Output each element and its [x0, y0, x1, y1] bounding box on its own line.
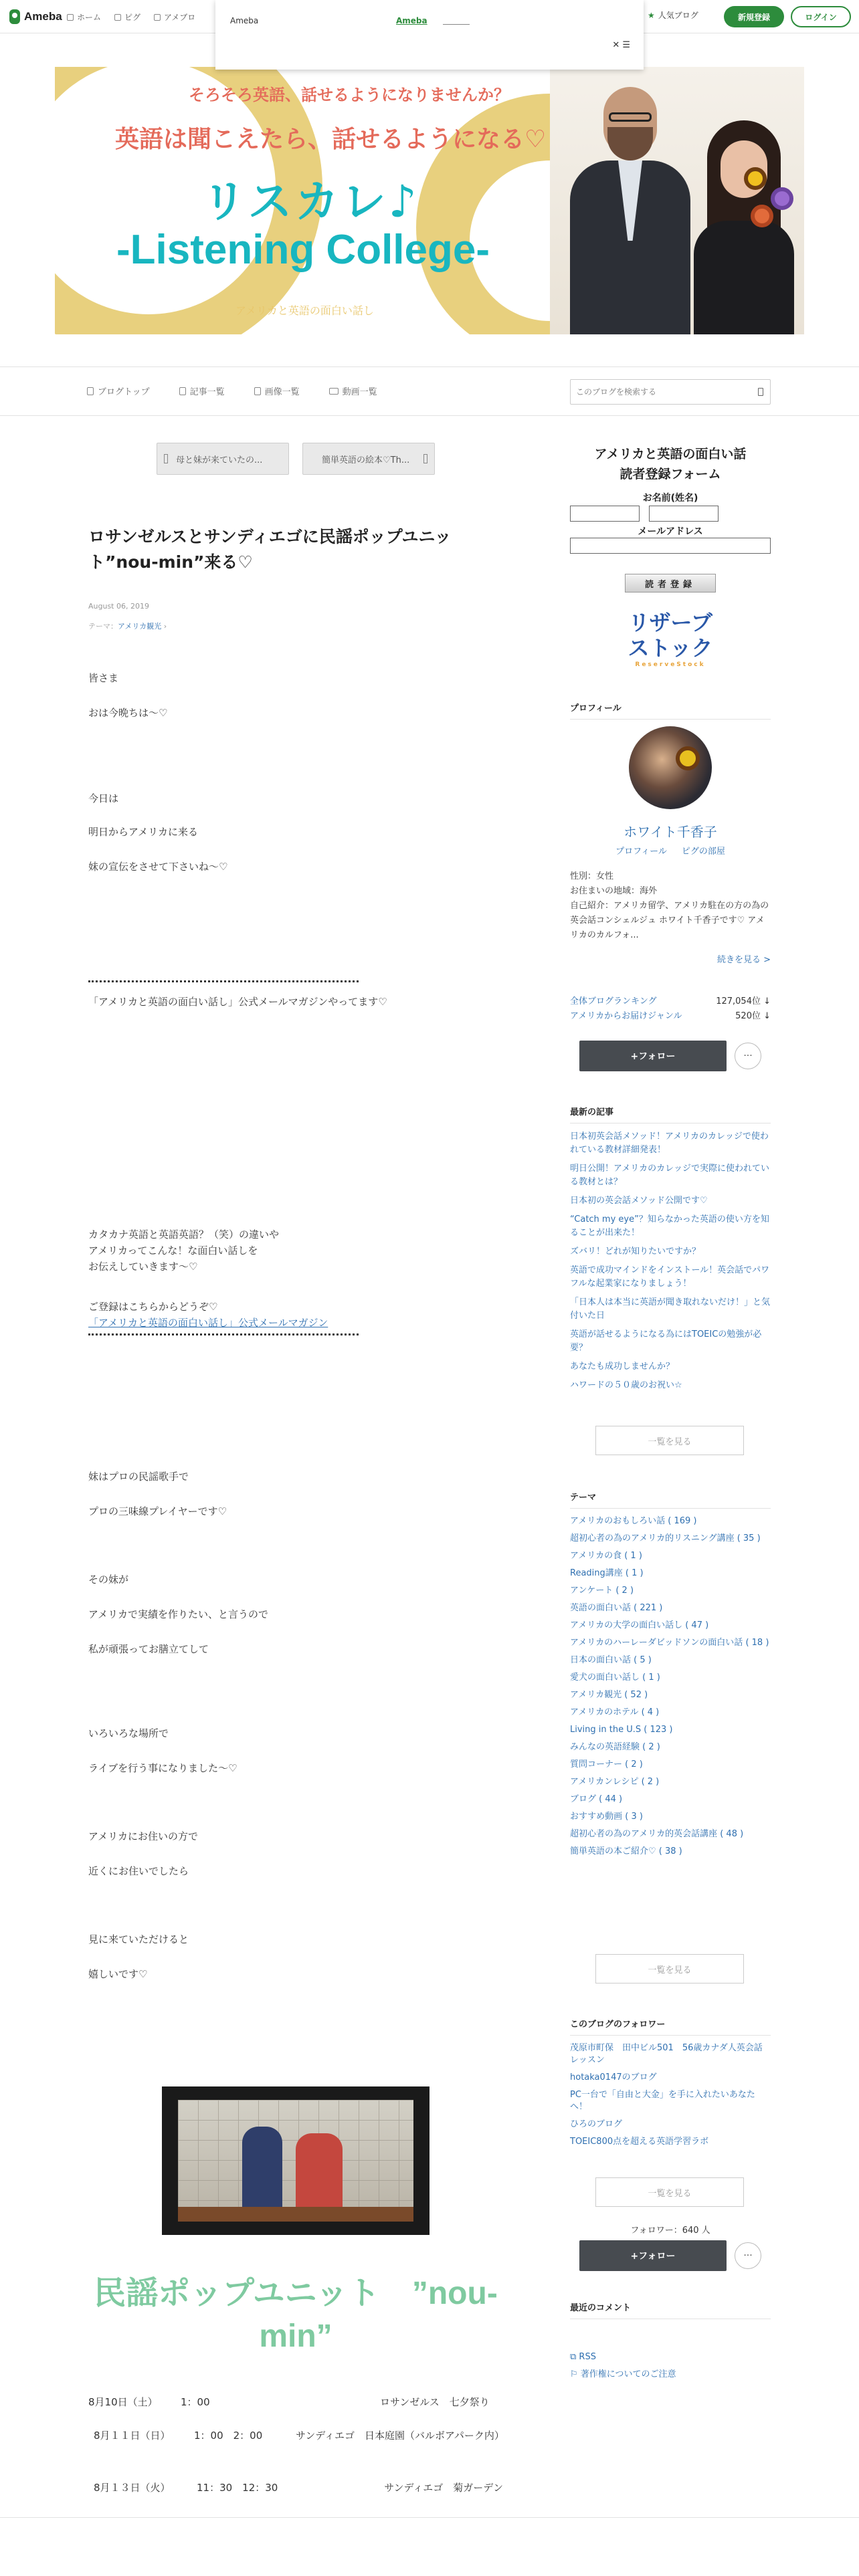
blog-header-banner[interactable] [55, 67, 804, 334]
copyright-icon: ⚐ [570, 2369, 581, 2379]
crown-icon: ★ [648, 10, 655, 20]
schedule-row [88, 2428, 503, 2444]
theme-link[interactable]: アメリカンレシピ ( 2 ) [570, 1777, 660, 1787]
schedule-row [88, 2394, 503, 2410]
nav-home[interactable] [67, 11, 101, 23]
theme-link[interactable]: 愛犬の面白い話し ( 1 ) [570, 1673, 660, 1683]
header-title-english: -Listening College- [116, 227, 490, 273]
flower-bouquet [744, 167, 804, 247]
theme-link[interactable]: アメリカのホテル ( 4 ) [570, 1707, 660, 1717]
recent-comments-heading: 最近のコメント [570, 2300, 771, 2319]
dropdown-ameba-link[interactable]: Ameba [396, 16, 427, 25]
rank-row [570, 1008, 771, 1021]
nav-entry-list[interactable] [179, 385, 225, 397]
nav-pigg[interactable] [114, 11, 140, 23]
article-paragraph: ライブを行う事になりました〜♡ [88, 1762, 237, 1774]
recent-article-link[interactable]: “Catch my eye”？知らなかった英語の使い方を知ることが出来た！ [570, 1214, 769, 1238]
mailmag-link-wrap [88, 1315, 503, 1331]
header-tagline: 英語は聞こえたら、話せるようになる♡ [115, 126, 547, 153]
dotted-divider [88, 980, 359, 983]
follower-count: フォロワー：640 人 [630, 2226, 710, 2236]
theme-link[interactable]: Living in the U.S ( 123 ) [570, 1725, 673, 1735]
man-beard [607, 127, 653, 160]
article-theme: テーマ：アメリカ観光 › [88, 622, 167, 631]
nav-entry-list-label: 記事一覧 [189, 387, 225, 397]
followers-list-more-button[interactable]: 一覧を見る [595, 2177, 744, 2207]
profile-link[interactable]: プロフィール [615, 847, 667, 857]
article-paragraph: 今日は [88, 792, 119, 804]
image-icon [254, 387, 261, 395]
nav-blog-top[interactable] [87, 385, 150, 397]
recent-article-link[interactable]: 英語で成功マインドをインストール！英会話でパワフルな起業家になりましょう！ [570, 1265, 770, 1289]
login-button[interactable]: ログイン [791, 6, 851, 27]
followers-list [570, 2042, 771, 2153]
sunflower-icon [676, 746, 700, 770]
read-more-link[interactable]: 続きを見る > [717, 955, 771, 965]
follower-link[interactable]: TOEIC800点を超える英語学習ラボ [570, 2137, 709, 2147]
article-paragraph: 嬉しいです♡ [88, 1968, 148, 1980]
theme-link[interactable]: アメリカ観光 [118, 622, 162, 631]
article-paragraph: 近くにお住いでしたら [88, 1865, 189, 1877]
schedule-time: 11：30 12：30 [197, 2482, 278, 2494]
theme-link[interactable]: 超初心者の為のアメリカ的英会話講座 ( 48 ) [570, 1829, 744, 1839]
theme-list-more-button[interactable]: 一覧を見る [595, 1954, 744, 1983]
article-paragraph: アメリカにお住いの方で [88, 1830, 198, 1842]
profile-heading: プロフィール [570, 701, 771, 720]
video-icon [329, 388, 339, 395]
article-paragraph: 妹はプロの民謡歌手で [88, 1471, 189, 1483]
stage-floor [178, 2207, 413, 2222]
register-button[interactable]: 読者登録 [625, 574, 716, 593]
recent-articles-heading: 最新の記事 [570, 1105, 771, 1123]
article-paragraph: ご登録はこちらからどうぞ♡ [88, 1301, 218, 1313]
unit-heading: 民謡ポップユニット ”nou-min” [94, 2276, 498, 2354]
theme-heading: テーマ [570, 1490, 771, 1509]
article-paragraph: 明日からアメリカに来る [88, 826, 198, 838]
schedule-date: 8月１１日（日） [94, 2430, 171, 2442]
performance-photo[interactable] [162, 2086, 430, 2235]
avatar[interactable] [629, 726, 712, 809]
theme-list [570, 1515, 771, 1863]
copyright-link[interactable] [570, 2366, 676, 2383]
follow-button[interactable]: +フォロー [579, 1041, 727, 1071]
next-entry-button[interactable] [302, 443, 435, 475]
prev-entry-label: 母と妹が来ていたの... [176, 455, 263, 465]
profile-name[interactable]: ホワイト千香子 [624, 824, 717, 840]
theme-link[interactable]: 質問コーナー ( 2 ) [570, 1759, 643, 1769]
ameba-mark-icon [9, 9, 20, 24]
signup-button[interactable]: 新規登録 [724, 6, 784, 27]
blog-search [570, 379, 771, 405]
follower-link[interactable]: ひろのブログ [570, 2119, 623, 2129]
mailmag-link[interactable]: 「アメリカと英語の面白い話し」公式メールマガジン [88, 1317, 328, 1329]
article-paragraph: プロの三味線プレイヤーです♡ [88, 1505, 227, 1517]
recent-article-link[interactable]: 日本初の英会話メソッド公開です♡ [570, 1196, 708, 1206]
theme-link[interactable]: アメリカのハーレーダビッドソンの面白い話 ( 18 ) [570, 1638, 769, 1648]
email-label: メールアドレス [638, 526, 703, 537]
nav-video-list[interactable] [329, 385, 377, 397]
nav-ameblo-label: アメブロ [164, 13, 196, 22]
theme-link[interactable]: Reading講座 ( 1 ) [570, 1568, 644, 1578]
performer-figure [242, 2127, 282, 2220]
article-paragraph: いろいろな場所で [88, 1727, 169, 1739]
follow-button[interactable]: +フォロー [579, 2240, 727, 2271]
rank-value: 127,054位 ↓ [716, 996, 771, 1006]
schedule-date: 8月10日（土） [88, 2396, 158, 2408]
theme-link[interactable]: アンケート ( 2 ) [570, 1586, 634, 1596]
theme-link[interactable]: アメリカのおもしろい話 ( 169 ) [570, 1516, 697, 1526]
theme-link[interactable]: みんなの英語経験 ( 2 ) [570, 1742, 660, 1752]
ameba-logo[interactable] [9, 8, 62, 25]
next-entry-label: 簡単英語の絵本♡Th... [322, 455, 410, 465]
follower-link[interactable]: 茂原市町保 田中ビル501 56歳カナダ人英会話レッスン [570, 2043, 763, 2065]
ameba-dropdown-panel [215, 0, 644, 70]
schedule-time: 1：00 2：00 [194, 2430, 263, 2442]
rss-link[interactable] [570, 2349, 676, 2366]
list-icon [179, 387, 186, 395]
header-footer-text: アメリカと英語の面白い話し [235, 304, 374, 317]
man-figure [570, 80, 690, 334]
followers-heading: このブログのフォロワー [570, 2017, 771, 2036]
recent-article-link[interactable]: 明日公開！アメリカのカレッジで実際に使われている教材とは？ [570, 1164, 769, 1187]
article-paragraph: 「アメリカと英語の面白い話し」公式メールマガジンやってます♡ [88, 996, 387, 1008]
nav-ameblo[interactable] [154, 11, 195, 23]
search-input[interactable] [576, 385, 743, 399]
recent-list-more-button[interactable]: 一覧を見る [595, 1426, 744, 1455]
recent-article-link[interactable]: 「日本人は本当に英語が聞き取れないだけ！」と気付いた日 [570, 1297, 771, 1321]
flower [771, 187, 793, 210]
ameblo-icon [154, 14, 161, 21]
recent-article-link[interactable]: ハワードの５０歳のお祝い☆ [570, 1380, 682, 1390]
reservestock-logo[interactable] [626, 610, 714, 669]
top-nav [67, 11, 195, 23]
nav-video-list-label: 動画一覧 [342, 387, 377, 397]
schedule-place: ロサンゼルス 七夕祭り [380, 2396, 490, 2408]
profile-links [570, 844, 771, 857]
article-paragraph: 妹の宣伝をさせて下さいね〜♡ [88, 861, 228, 873]
man-glasses [609, 112, 652, 122]
more-options-icon[interactable]: ··· [735, 2242, 761, 2269]
name-label: お名前(姓名) [642, 493, 698, 504]
genre-ranking-link[interactable]: アメリカからお届けジャンル [570, 1011, 682, 1021]
dotted-divider [88, 1333, 359, 1336]
article-paragraph: アメリカで実績を作りたい、と言うので [88, 1608, 268, 1620]
recent-article-link[interactable]: あなたも成功しませんか？ [570, 1362, 675, 1372]
article-paragraph: その妹が [88, 1574, 129, 1586]
schedule-place: サンディエゴ 菊ガーデン [384, 2482, 503, 2494]
nav-blog-top-label: ブログトップ [98, 387, 150, 397]
search-icon[interactable] [758, 388, 763, 396]
theme-link[interactable]: おすすめ動画 ( 3 ) [570, 1812, 643, 1822]
logo-text: Ameba [24, 10, 62, 23]
theme-link[interactable]: 超初心者の為のアメリカ的リスニング講座 ( 35 ) [570, 1533, 761, 1543]
rank-value: 520位 ↓ [735, 1011, 771, 1021]
theme-link[interactable]: ブログ ( 44 ) [570, 1794, 623, 1804]
theme-label: テーマ： [88, 622, 118, 631]
prev-entry-button[interactable] [157, 443, 289, 475]
recent-articles-list [570, 1130, 771, 1398]
pigg-icon [114, 14, 121, 21]
dropdown-ameba-label: Ameba [230, 16, 259, 25]
copyright-label: 著作権についてのご注意 [580, 2369, 676, 2379]
profile-info: 性別：女性 お住まいの地域：海外 自己紹介：アメリカ留学、アメリカ駐在の方の為の英会話コンシェルジュ ホワイト千香子です♡ アメリカのカルフォ... [570, 871, 769, 940]
header-title: リスカレ♪ [202, 176, 419, 227]
article-date: August 06, 2019 [88, 602, 149, 611]
rss-icon: ⧉ [570, 2352, 579, 2362]
schedule-place: サンディエゴ 日本庭園（バルボアパーク内） [296, 2430, 504, 2442]
nav-image-list-label: 画像一覧 [264, 387, 300, 397]
overall-ranking-link[interactable]: 全体ブログランキング [570, 996, 657, 1006]
article-paragraph: おは今晩ちは〜♡ [88, 707, 168, 719]
recent-article-link[interactable]: ズバリ！どれが知りたいですか？ [570, 1247, 701, 1257]
follower-link[interactable]: PC一台で「自由と大金」を手に入れたいあなたへ！ [570, 2090, 755, 2112]
article-paragraph: 私が頑張ってお膳立てして [88, 1643, 209, 1655]
more-options-icon[interactable]: ··· [735, 1043, 761, 1069]
article-paragraph: 皆さま [88, 672, 119, 684]
first-name-input[interactable] [649, 506, 719, 522]
rank-row [570, 994, 771, 1006]
nav-image-list[interactable] [254, 385, 300, 397]
footer-divider [0, 2517, 859, 2518]
follower-link[interactable]: hotaka0147のブログ [570, 2072, 657, 2082]
article-paragraph: 見に来ていただけると [88, 1933, 189, 1945]
header-subtitle: そろそろ英語、話せるようになりませんか？ [189, 86, 510, 104]
logo-sub: ReserveStock [635, 661, 706, 668]
theme-link[interactable]: 簡単英語の本ご紹介♡ ( 38 ) [570, 1846, 682, 1856]
article-header [88, 524, 503, 631]
theme-link[interactable]: アメリカ観光 ( 52 ) [570, 1690, 648, 1700]
blog-nav [0, 366, 859, 416]
popular-blog-link[interactable] [648, 9, 698, 21]
schedule-date: 8月１３日（火） [94, 2482, 171, 2494]
chevron-left-icon [164, 454, 168, 463]
flower [744, 167, 767, 190]
rss-label: RSS [579, 2352, 596, 2362]
flower [751, 205, 773, 227]
theme-link[interactable]: 日本の面白い話 ( 5 ) [570, 1655, 652, 1665]
logo-line2: ストック [628, 635, 713, 661]
schedule-time: 1：00 [181, 2396, 210, 2408]
nav-pigg-label: ピグ [124, 13, 141, 22]
schedule-row [88, 2480, 503, 2496]
pigg-room-link[interactable]: ピグの部屋 [681, 847, 725, 857]
nav-home-label: ホーム [77, 13, 102, 22]
recent-article-link[interactable]: 英語が話せるようになる為にはTOEICの勉強が必要？ [570, 1329, 762, 1353]
dropdown-underline [443, 24, 470, 25]
reader-form-title: アメリカと英語の面白い話 読者登録フォーム [594, 447, 747, 481]
home-icon [87, 387, 94, 395]
chevron-right-icon [423, 454, 427, 463]
header-photo [550, 67, 804, 334]
popular-label: 人気ブログ [658, 11, 698, 20]
recent-article-link[interactable]: 日本初英会話メソッド！アメリカのカレッジで使われている教材詳細発表！ [570, 1132, 769, 1155]
article-title[interactable]: ロサンゼルスとサンディエゴに民謡ポップユニット”nou-min”来る♡ [88, 527, 452, 572]
logo-line1: リザーブ [628, 610, 712, 635]
footer-links [570, 2349, 676, 2383]
theme-link[interactable]: アメリカの大学の面白い話し ( 47 ) [570, 1620, 709, 1630]
dropdown-close-icon[interactable]: ✕ ☰ [612, 40, 630, 50]
last-name-input[interactable] [570, 506, 640, 522]
theme-link[interactable]: 英語の面白い話 ( 221 ) [570, 1603, 663, 1613]
home-icon [67, 14, 74, 21]
article-paragraph: カタカナ英語と英語英語？（笑）の違いや アメリカってこんな！な面白い話しを お伝えしていきます〜♡ [88, 1228, 280, 1273]
email-input[interactable] [570, 538, 771, 554]
theme-link[interactable]: アメリカの食 ( 1 ) [570, 1551, 642, 1561]
